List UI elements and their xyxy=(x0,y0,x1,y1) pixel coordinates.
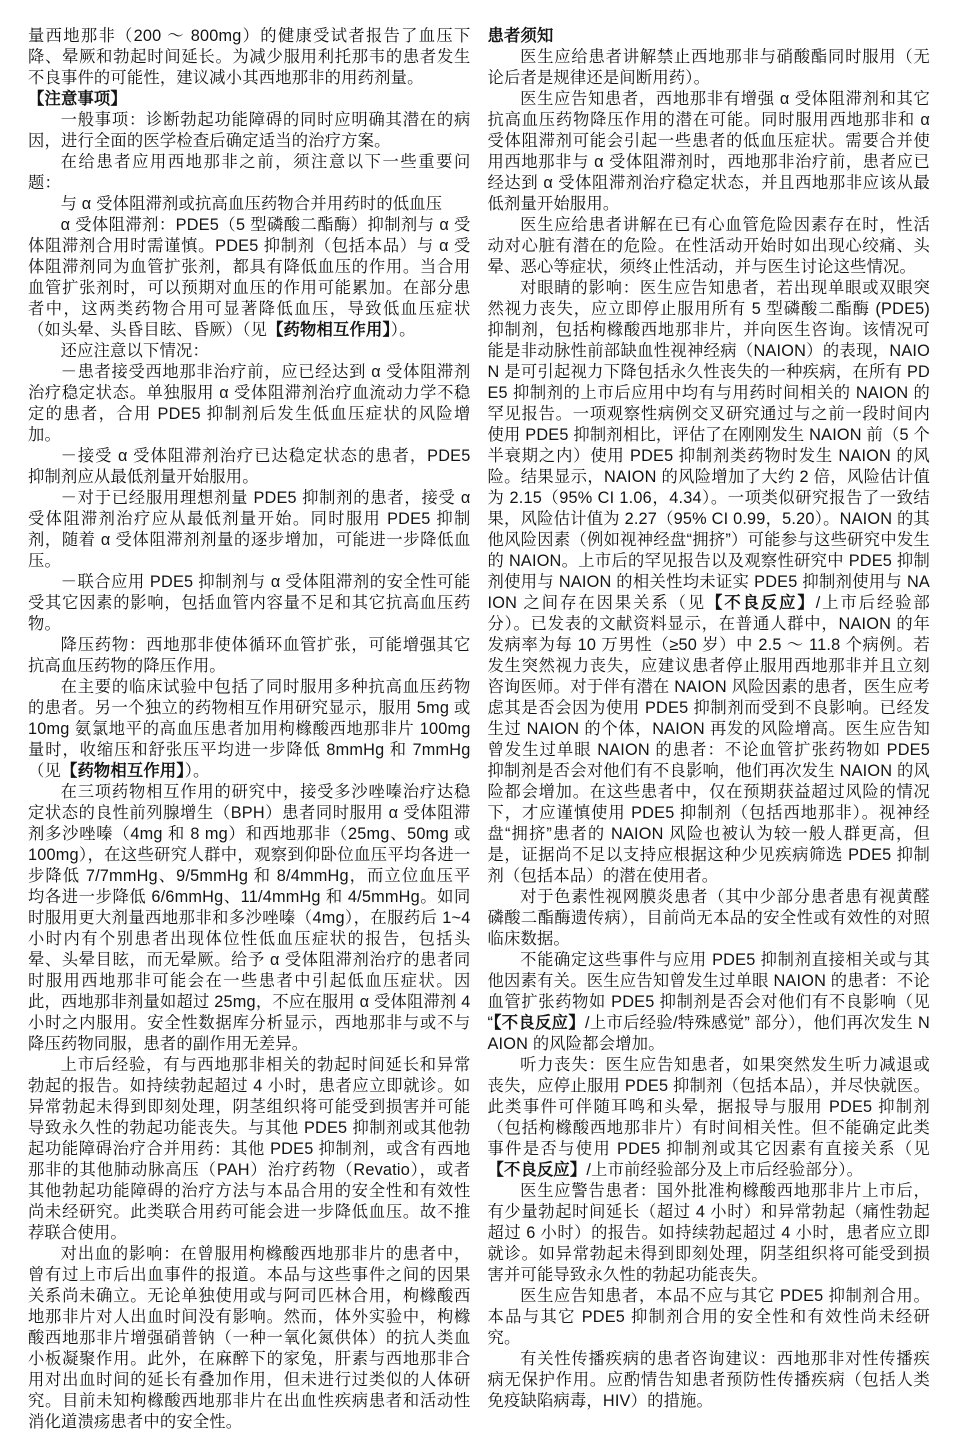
body-text: －对于已经服用理想剂量 PDE5 抑制剂的患者，接受 α 受体阻滞剂治疗应从最低剂量开始。同时服用 PDE5 抑制剂，随着 α 受体阻滞剂剂量的逐步增加，可能进一步降低血压。 xyxy=(28,489,471,570)
paragraph xyxy=(28,194,471,215)
body-text: 医生应告知患者，西地那非有增强 α 受体阻滞剂和其它抗高血压药物降压作用的潜在可能。同时服用西地那非和 α 受体阻滞剂可能会引起一些患者的低血压症状。需要合并使用西地那非与 α 受体阻滞剂时，西地那非治疗前，患者应已经达到 α 受体阻滞剂治疗稳定状态，并且西地那非应该从最低剂量开始服用。 xyxy=(487,90,930,213)
body-text: /上市前经验部分及上市后经验部分）。 xyxy=(586,1161,864,1179)
body-text: 对于色素性视网膜炎患者（其中少部分患者患有视黄醛磷酸二酯酶遗传病），目前尚无本品的安全性或有效性的对照临床数据。 xyxy=(487,888,930,948)
paragraph xyxy=(488,1349,931,1412)
body-text: 对出血的影响：在曾服用枸橼酸西地那非片的患者中，曾有过上市后出血事件的报道。本品与这些事件之间的因果关系尚未确立。无论单独使用或与阿司匹林合用，枸橼酸西地那非片对人出血时间没有影响。然而，体外实验中，枸橼酸西地那非片增强硝普钠（一种一氧化氮供体）的抗人类血小板凝聚作用。此外，在麻醉下的家兔，肝素与西地那非合用对出血时间的延长有叠加作用，但未进行过类似的人体研究。目前未知枸橼酸西地那非片在出血性疾病患者和活动性消化道溃疡患者中的安全性。 xyxy=(28,1245,471,1431)
paragraph xyxy=(28,110,471,152)
body-text: 在主要的临床试验中包括了同时服用多种抗高血压药物的患者。另一个独立的药物相互作用研究显示，服用 5mg 或 10mg 氨氯地平的高血压患者加用枸橼酸西地那非片 100mg 量时，收缩压和舒张压平均进一步降低 8mmHg 和 7mmHg（见 xyxy=(28,678,471,780)
paragraph xyxy=(28,572,471,635)
body-text: 量西地那非（200 ～ 800mg）的健康受试者报告了血压下降、晕厥和勃起时间延长。为减少服用利托那韦的患者发生不良事件的可能性，建议减小其西地那非的用药剂量。 xyxy=(28,27,471,87)
bold-reference-text: 【药物相互作用】 xyxy=(60,762,185,780)
body-text: α 受体阻滞剂：PDE5（5 型磷酸二酯酶）抑制剂与 α 受体阻滞剂合用时需谨慎。PDE5 抑制剂（包括本品）与 α 受体阻滞剂同为血管扩张剂，都具有降低血压的作用。当合用血管扩张剂时，可以预期对血压的作用可能累加。在部分患者中，这两类药物合用可显著降低血压，导致低血压症状（如头晕、头昏目眩、昏厥）（见 xyxy=(28,216,471,339)
section-heading xyxy=(28,89,471,110)
body-text: 医生应警告患者：国外批准枸橼酸西地那非片上市后，有少量勃起时间延长（超过 4 小时）和异常勃起（痛性勃起超过 6 小时）的报告。如持续勃起超过 4 小时，患者应立即就诊。如异常勃起未得到即刻处理，阴茎组织将可能受到损害并可能导致永久性的勃起功能丧失。 xyxy=(487,1182,930,1284)
bold-reference-text: 【不良反应】 xyxy=(493,1014,585,1032)
paragraph xyxy=(488,47,931,89)
paragraph xyxy=(488,1286,931,1349)
paragraph xyxy=(28,152,471,194)
paragraph xyxy=(488,1181,931,1286)
bold-reference-text: 【不良反应】 xyxy=(487,1161,587,1179)
bold-reference-text: 【不良反应】 xyxy=(706,594,816,612)
paragraph xyxy=(488,1055,931,1181)
paragraph xyxy=(488,278,931,887)
paragraph xyxy=(488,215,931,278)
paragraph xyxy=(28,362,471,446)
paragraph xyxy=(28,677,471,782)
paragraph xyxy=(28,782,471,1055)
body-text: ）。 xyxy=(390,321,416,339)
body-text: 还应注意以下情况： xyxy=(60,342,209,360)
paragraph xyxy=(28,488,471,572)
paragraph xyxy=(28,446,471,488)
bold-reference-text: 【药物相互作用】 xyxy=(267,321,391,339)
body-text: 降压药物：西地那非使体循环血管扩张，可能增强其它抗高血压药物的降压作用。 xyxy=(28,636,471,675)
body-text: －接受 α 受体阻滞剂治疗已达稳定状态的患者，PDE5 抑制剂应从最低剂量开始服用。 xyxy=(28,447,471,486)
paragraph xyxy=(28,215,471,341)
paragraph xyxy=(28,635,471,677)
body-text: 在三项药物相互作用的研究中，接受多沙唑嗪治疗达稳定状态的良性前列腺增生（BPH）患者同时服用 α 受体阻滞剂多沙唑嗪（4mg 和 8 mg）和西地那非（25mg、50mg 或 100mg），在这些研究人群中，观察到仰卧位血压平均各进一步降低 7/7mmHg、9/5mmHg 和 8/4mmHg，而立位血压平均各进一步降低 6/6mmHg、11/4mmHg 和 4/5mmHg。如同时服用更大剂量西地那非和多沙唑嗪（4mg），在服药后 1~4 小时内有个别患者出现体位性低血压症状的报告，包括头晕、头晕目眩，而无晕厥。给予 α 受体阻滞剂治疗的患者同时服用西地那非可能会在一些患者中引起低血压症状。因此，西地那非剂量如超过 25mg，不应在服用 α 受体阻滞剂 4 小时之内服用。安全性数据库分析显示，西地那非与或不与降压药物同服，患者的副作用无差异。 xyxy=(28,783,471,1053)
body-text: /上市后经验部分）。已发表的文献资料显示，在普通人群中，NAION 的年发病率为每 10 万男性（≥50 岁）中 2.5 ～ 11.8 个病例。若发生突然视力丧失，应建议患者停止服用西地那非并且立刻咨询医师。对于伴有潜在 NAION 风险因素的患者，医生应考虑其是否会因为使用 PDE5 抑制剂而受到不良影响。已经发生过 NAION 的个体，NAION 再发的风险增高。医生应告知曾发生过单眼 NAION 的患者：不论血管扩张药物如 PDE5 抑制剂是否会对他们有不良影响，他们再次发生 NAION 的风险都会增加。在这些患者中，仅在预期获益超过风险的情况下，才应谨慎使用 PDE5 抑制剂（包括西地那非）。视神经盘“拥挤”患者的 NAION 风险也被认为较一般人群更高，但是，证据尚不足以支持应根据这种少见疾病筛选 PDE5 抑制剂（包括本品）的潜在使用者。 xyxy=(487,594,930,885)
body-text: 上市后经验，有与西地那非相关的勃起时间延长和异常勃起的报告。如持续勃起超过 4 小时，患者应立即就诊。如异常勃起未得到即刻处理，阴茎组织将可能受到损害并可能导致永久性的勃起功能丧失。与其他 PDE5 抑制剂或其他勃起功能障碍治疗合并用药：其他 PDE5 抑制剂，或含有西地那非的其他肺动脉高压（PAH）治疗药物（Revatio），或者其他勃起功能障碍的治疗方法与本品合用的安全性和有效性尚未经研究。此类联合用药可能会进一步降低血压。故不推荐联合使用。 xyxy=(28,1056,471,1242)
body-text: 【注意事项】 xyxy=(28,90,127,108)
paragraph xyxy=(28,341,471,362)
body-text: 不能确定这些事件与应用 PDE5 抑制剂直接相关或与其他因素有关。医生应告知曾发生过单眼 NAION 的患者：不论血管扩张药物如 PDE5 抑制剂是否会对他们有不良影响（见 “ xyxy=(487,951,930,1032)
paragraph xyxy=(488,89,931,215)
body-text: 有关性传播疾病的患者咨询建议：西地那非对性传播疾病无保护作用。应酌情告知患者预防性传播疾病（包括人类免疫缺陷病毒，HIV）的措施。 xyxy=(487,1350,930,1410)
paragraph xyxy=(28,26,471,89)
body-text: 患者须知 xyxy=(487,27,554,45)
body-text: －患者接受西地那非治疗前，应已经达到 α 受体阻滞剂治疗稳定状态。单独服用 α 受体阻滞剂治疗血流动力学不稳定的患者，合用 PDE5 抑制剂后发生低血压症状的风险增加。 xyxy=(28,363,471,444)
left-column xyxy=(28,26,471,1431)
package-insert-page xyxy=(28,26,930,1431)
body-text: 与 α 受体阻滞剂或抗高血压药物合并用药时的低血压 xyxy=(60,195,443,213)
paragraph xyxy=(28,1244,471,1433)
paragraph xyxy=(488,950,931,1055)
body-text: 听力丧失：医生应告知患者，如果突然发生听力减退或丧失，应停止服用 PDE5 抑制剂（包括本品），并尽快就医。此类事件可伴随耳鸣和头晕，据报导与服用 PDE5 抑制剂（包括枸橼酸西地那非片）有时间相关性。但不能确定此类事件是否与使用 PDE5 抑制剂或其它因素有直接关系（见 xyxy=(487,1056,930,1158)
body-text: 对眼睛的影响：医生应告知患者，若出现单眼或双眼突然视力丧失，应立即停止服用所有 5 型磷酸二酯酶 (PDE5) 抑制剂，包括枸橼酸西地那非片，并向医生咨询。该情况可能是非动脉性前部缺血性视神经病（NAION）的表现，NAION 是可引起视力下降包括永久性丧失的一种疾病，在所有 PDE5 抑制剂的上市后应用中均有与用药时间相关的 NAION 的罕见报告。一项观察性病例交叉研究通过与之前一段时间内使用 PDE5 抑制剂相比，评估了在刚刚发生 NAION 前（5 个半衰期之内）使用 PDE5 抑制剂类药物时发生 NAION 的风险。结果显示，NAION 的风险增加了大约 2 倍，风险估计值为 2.15（95% CI 1.06，4.34）。一项类似研究报告了一致结果，风险估计值为 2.27（95% CI 0.99，5.20）。NAION 的其他风险因素（例如视神经盘“拥挤”）可能参与这些研究中发生的 NAION。上市后的罕见报告以及观察性研究中 PDE5 抑制剂使用与 NAION 的相关性均未证实 PDE5 抑制剂使用与 NAION 之间存在因果关系（见 xyxy=(487,279,930,612)
paragraph xyxy=(28,1055,471,1244)
paragraph xyxy=(488,887,931,950)
body-text: /上市后经验/特殊感觉” 部分），他们再次发生 NAION 的风险都会增加。 xyxy=(487,1014,930,1053)
body-text: 在给患者应用西地那非之前，须注意以下一些重要问题： xyxy=(28,153,471,192)
body-text: 医生应给患者讲解在已有心血管危险因素存在时，性活动对心脏有潜在的危险。在性活动开始时如出现心绞痛、头晕、恶心等症状，须终止性活动，并与医生讨论这些情况。 xyxy=(487,216,930,276)
body-text: ）。 xyxy=(184,762,210,780)
body-text: 医生应给患者讲解禁止西地那非与硝酸酯同时服用（无论后者是规律还是间断用药）。 xyxy=(487,48,930,87)
right-column xyxy=(487,26,931,1410)
body-text: －联合应用 PDE5 抑制剂与 α 受体阻滞剂的安全性可能受其它因素的影响，包括血管内容量不足和其它抗高血压药物。 xyxy=(28,573,471,633)
body-text: 医生应告知患者，本品不应与其它 PDE5 抑制剂合用。本品与其它 PDE5 抑制剂合用的安全性和有效性尚未经研究。 xyxy=(487,1287,930,1347)
section-heading xyxy=(488,26,931,47)
body-text: 一般事项：诊断勃起功能障碍的同时应明确其潜在的病因，进行全面的医学检查后确定适当的治疗方案。 xyxy=(28,111,471,150)
